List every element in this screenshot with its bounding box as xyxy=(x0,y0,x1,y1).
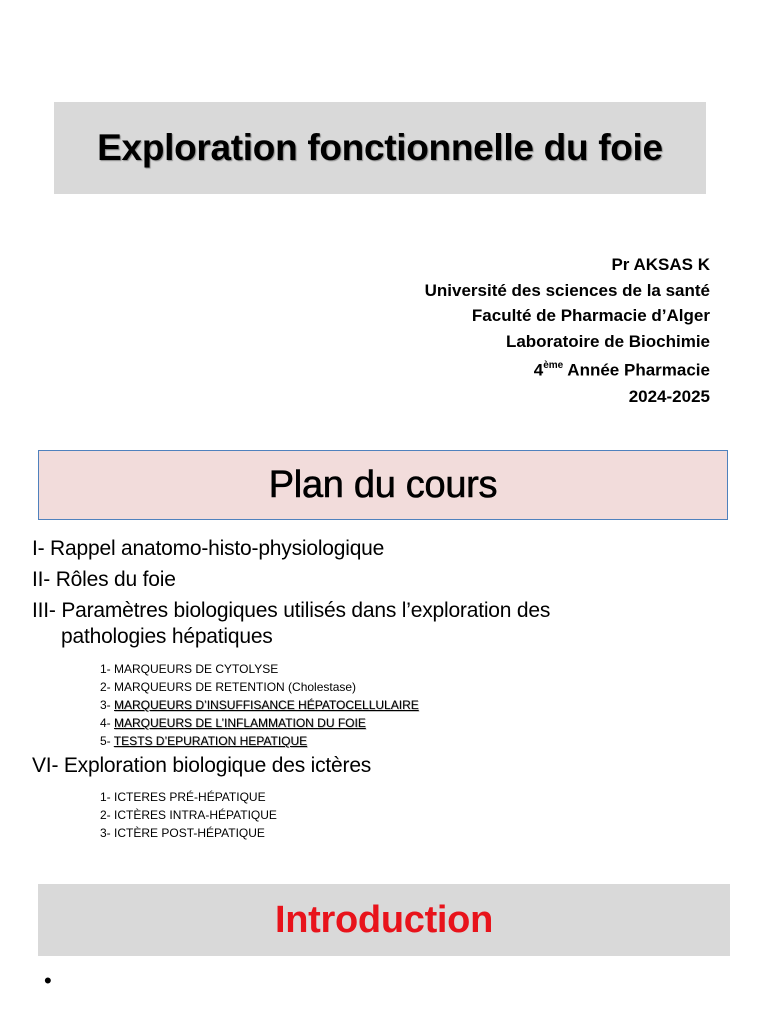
item-number: 2- xyxy=(100,680,115,694)
year-number: 4 xyxy=(533,361,544,381)
list-item xyxy=(100,824,277,842)
section-3-sublist xyxy=(100,660,419,750)
list-item xyxy=(100,788,277,806)
bullet-point: • xyxy=(44,968,52,993)
author-year xyxy=(425,354,710,383)
list-item xyxy=(100,660,419,678)
introduction-heading-box xyxy=(38,884,730,956)
item-number: 2- xyxy=(100,808,115,822)
section-3-line-2: pathologies hépatiques xyxy=(61,625,273,648)
item-number: 3- xyxy=(100,698,115,712)
author-name: Pr AKSAS K xyxy=(611,255,710,274)
plan-heading: Plan du cours xyxy=(268,463,498,506)
section-3-line-1: III- Paramètres biologiques utilisés dans l’exploration des xyxy=(32,599,551,622)
author-faculty: Faculté de Pharmacie d’Alger xyxy=(471,306,710,326)
item-text: TESTS D’EPURATION HEPATIQUE xyxy=(113,734,308,748)
document-title: Exploration fonctionnelle du foie xyxy=(97,127,663,168)
list-item xyxy=(100,678,419,696)
list-item xyxy=(100,696,419,714)
section-4-sublist xyxy=(100,788,277,842)
introduction-heading: Introduction xyxy=(274,898,494,941)
section-1: I- Rappel anatomo-histo-physiologique xyxy=(32,537,385,560)
academic-session: 2024-2025 xyxy=(628,386,710,406)
item-number: 5- xyxy=(100,734,114,748)
author-laboratory: Laboratoire de Biochimie xyxy=(505,331,710,351)
item-number: 1- xyxy=(100,662,115,676)
list-item xyxy=(100,806,277,824)
year-superscript: ème xyxy=(543,360,564,372)
item-text: MARQUEURS D’INSUFFISANCE HÉPATOCELLULAIRE xyxy=(114,698,419,712)
plan-heading-box xyxy=(38,450,728,520)
section-2: II- Rôles du foie xyxy=(32,568,176,591)
item-text: ICTÈRES INTRA-HÉPATIQUE xyxy=(114,808,277,822)
item-text: ICTÈRE POST-HÉPATIQUE xyxy=(114,826,265,840)
author-block xyxy=(425,252,710,409)
item-text: MARQUEURS DE L’INFLAMMATION DU FOIE xyxy=(114,716,366,730)
item-text: MARQUEURS DE RETENTION (Cholestase) xyxy=(114,680,357,694)
item-text: MARQUEURS DE CYTOLYSE xyxy=(114,662,279,676)
section-3 xyxy=(32,598,550,650)
list-item xyxy=(100,732,419,750)
item-number: 4- xyxy=(100,716,115,730)
item-number: 1- xyxy=(100,790,115,804)
item-text: ICTERES PRÉ-HÉPATIQUE xyxy=(114,790,266,804)
list-item xyxy=(100,714,419,732)
section-4: VI- Exploration biologique des ictères xyxy=(32,754,372,777)
title-banner xyxy=(54,102,706,194)
author-university: Université des sciences de la santé xyxy=(424,280,710,300)
year-rest: Année Pharmacie xyxy=(563,361,710,381)
item-number: 3- xyxy=(100,826,115,840)
